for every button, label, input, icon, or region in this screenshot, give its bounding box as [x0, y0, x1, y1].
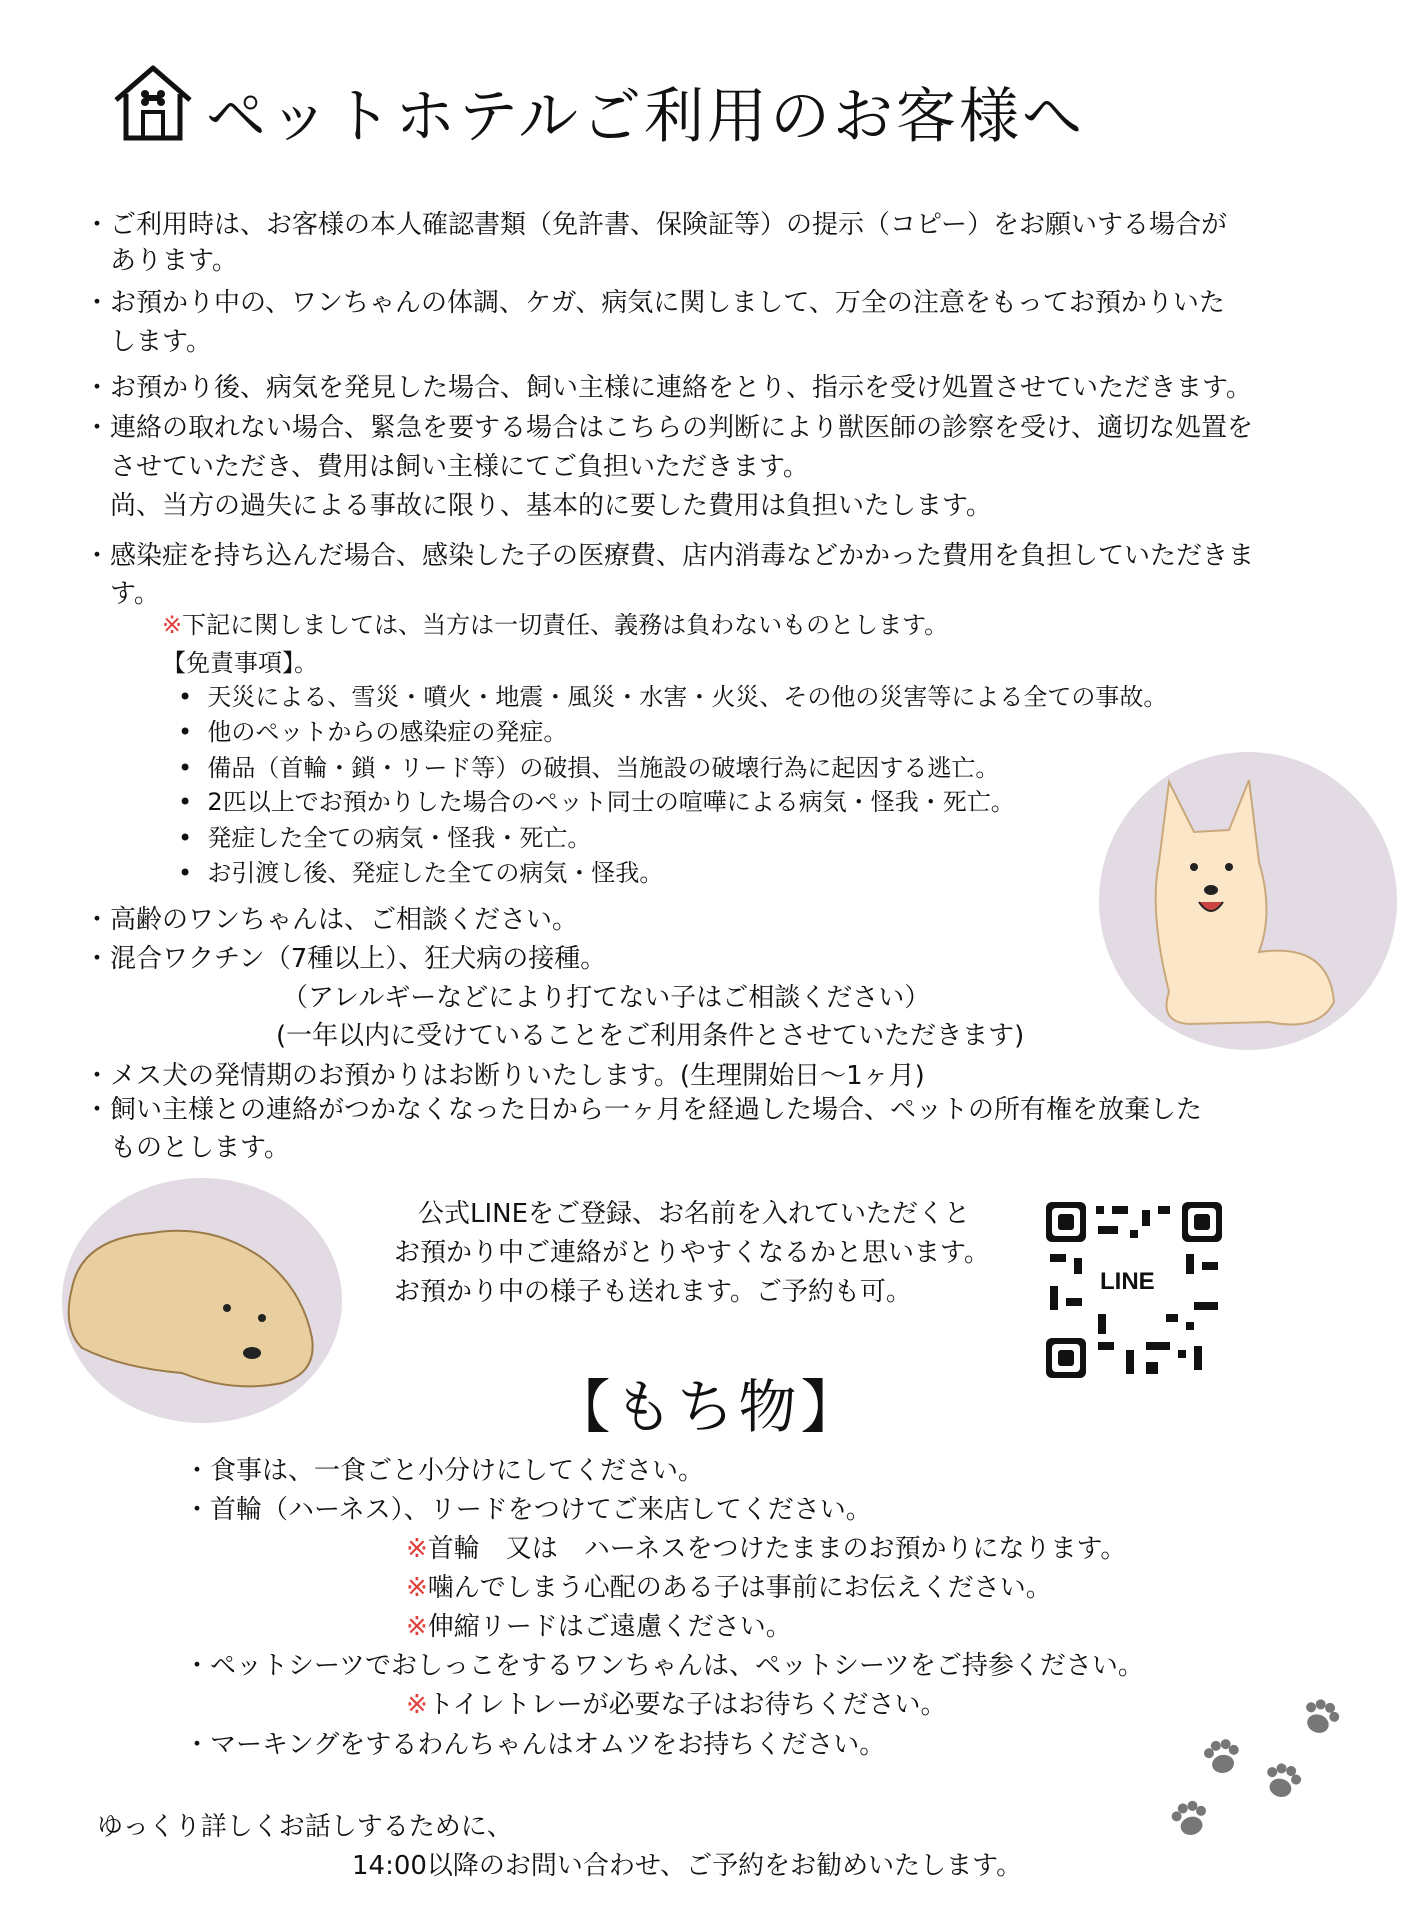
line-text: お預かり中の様子も送れます。ご予約も可。	[394, 1277, 912, 1307]
rule-line: ・感染症を持ち込んだ場合、感染した子の医療費、店内消毒などかかった費用を負担していただきま	[84, 541, 1255, 571]
disclaimer-item: • お引渡し後、発症した全ての病気・怪我。	[178, 859, 664, 887]
belonging-note: ※トイレトレーが必要な子はお待ちください。	[406, 1690, 947, 1720]
belonging-item: ・ペットシーツでおしっこをするワンちゃんは、ペットシーツをご持参ください。	[184, 1651, 1144, 1681]
disclaimer-item: • 2匹以上でお預かりした場合のペット同士の喧嘩による病気・怪我・死亡。	[178, 788, 1015, 816]
belonging-item: ・マーキングをするわんちゃんはオムツをお持ちください。	[184, 1730, 886, 1760]
paw-prints-icon	[1160, 1690, 1360, 1850]
rule-line: あります。	[84, 246, 238, 276]
belonging-note: ※首輪 又は ハーネスをつけたままのお預かりになります。	[406, 1534, 1127, 1564]
disclaimer-item: • 他のペットからの感染症の発症。	[178, 718, 568, 746]
line-qr-code[interactable]	[1046, 1202, 1222, 1378]
rule-line: 尚、当方の過失による事故に限り、基本的に要した費用は負担いたします。	[84, 491, 992, 521]
belonging-item: ・食事は、一食ごと小分けにしてください。	[184, 1456, 705, 1486]
rule-line: ・お預かり後、病気を発見した場合、飼い主様に連絡をとり、指示を受け処置させていただきます。	[84, 373, 1252, 403]
belonging-note: ※噛んでしまう心配のある子は事前にお伝えください。	[406, 1573, 1052, 1603]
disclaimer-item: • 天災による、雪災・噴火・地震・風災・水害・火災、その他の災害等による全ての事故。	[178, 683, 1168, 711]
footer-line: ゆっくり詳しくお話しするために、	[97, 1812, 513, 1842]
rule-line: す。	[84, 579, 160, 609]
rule-line: (一年以内に受けていることをご利用条件とさせていただきます)	[276, 1021, 1025, 1051]
rule-line: ・混合ワクチン（7種以上）、狂犬病の接種。	[84, 944, 607, 974]
rule-line: ・お預かり中の、ワンちゃんの体調、ケガ、病気に関しまして、万全の注意をもってお預かりいた	[84, 288, 1225, 318]
rule-line: ・飼い主様との連絡がつかなくなった日から一ヶ月を経過した場合、ペットの所有権を放棄した	[84, 1095, 1203, 1125]
spitz-dog-illustration	[1099, 752, 1397, 1050]
qr-line-label: LINE	[1100, 1268, 1155, 1295]
line-text: お預かり中ご連絡がとりやすくなるかと思います。	[394, 1238, 990, 1268]
footer-line: 14:00以降のお問い合わせ、ご予約をお勧めいたします。	[352, 1851, 1023, 1881]
rule-line: させていただき、費用は飼い主様にてご負担いただきます。	[84, 452, 809, 482]
disclaimer-item: • 備品（首輪・鎖・リード等）の破損、当施設の破壊行為に起因する逃亡。	[178, 754, 1000, 782]
note-mark: ※	[162, 611, 183, 639]
rule-line: ・連絡の取れない場合、緊急を要する場合はこちらの判断により獣医師の診察を受け、適切な処置を	[84, 413, 1253, 443]
rule-line: します。	[84, 327, 212, 357]
page-title: ペットホテルご利用のお客様へ	[206, 82, 1085, 152]
dog-icon	[1099, 752, 1397, 1050]
disclaimer-heading: 【免責事項】。	[162, 649, 318, 677]
rule-line: ・高齢のワンちゃんは、ご相談ください。	[84, 905, 579, 935]
rule-line: ものとします。	[84, 1133, 290, 1163]
house-bone-icon	[110, 62, 196, 144]
belongings-heading: 【もち物】	[552, 1373, 863, 1441]
disclaimer-note: ※下記に関しましては、当方は一切責任、義務は負わないものとします。	[162, 611, 949, 639]
rule-line: ・ご利用時は、お客様の本人確認書類（免許書、保険証等）の提示（コピー）をお願いする場合が	[84, 210, 1227, 240]
rule-line: ・メス犬の発情期のお預かりはお断りいたします。(生理開始日～1ヶ月)	[84, 1061, 925, 1091]
rule-line: （アレルギーなどにより打てない子はご相談ください）	[282, 983, 931, 1013]
line-text: 公式LINEをご登録、お名前を入れていただくと	[418, 1199, 971, 1229]
belonging-note: ※伸縮リードはご遠慮ください。	[406, 1612, 792, 1642]
disclaimer-item: • 発症した全ての病気・怪我・死亡。	[178, 824, 592, 852]
belonging-item: ・首輪（ハーネス）、リードをつけてご来店してください。	[184, 1495, 872, 1525]
